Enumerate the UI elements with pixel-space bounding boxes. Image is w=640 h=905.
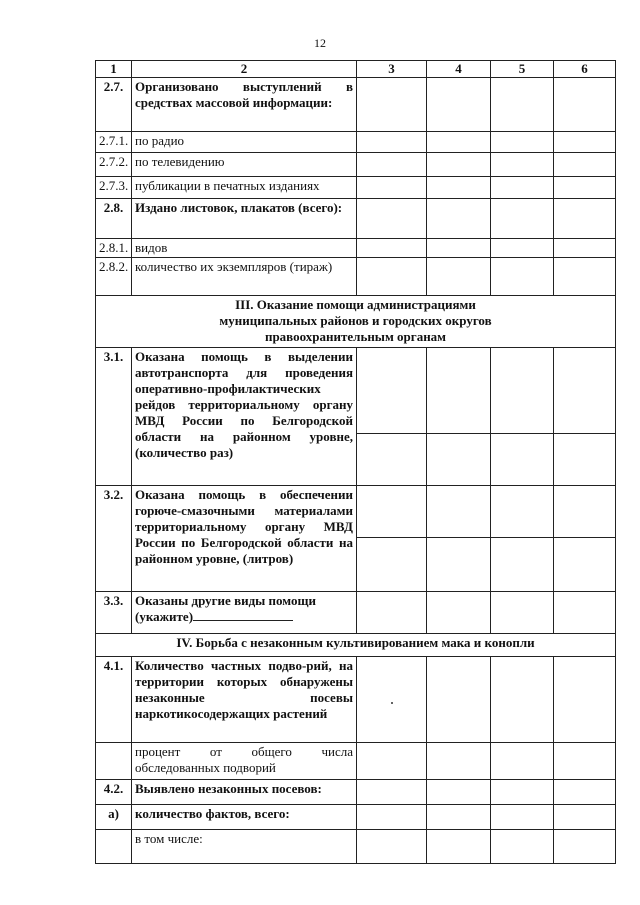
row-label: публикации в печатных изданиях (132, 177, 357, 199)
value-cell[interactable] (427, 153, 491, 177)
value-cell[interactable] (554, 78, 616, 132)
row-label-text: Оказаны другие виды помощи (укажите) (135, 593, 316, 624)
row-number: 3.2. (96, 486, 132, 592)
value-cell[interactable] (357, 199, 427, 239)
value-cell[interactable] (357, 743, 427, 780)
row-label: Издано листовок, плакатов (всего): (132, 199, 357, 239)
value-cell[interactable] (491, 434, 554, 486)
value-cell[interactable] (357, 592, 427, 634)
table-row (96, 805, 616, 830)
row-number: 4.1. (96, 657, 132, 743)
value-cell[interactable] (554, 743, 616, 780)
dot-mark (391, 702, 393, 704)
value-cell[interactable] (491, 657, 554, 743)
value-cell[interactable] (357, 177, 427, 199)
value-cell[interactable] (427, 258, 491, 296)
value-cell[interactable] (491, 805, 554, 830)
row-label: по радио (132, 132, 357, 153)
table-row (96, 780, 616, 805)
row-number: 2.7.3. (96, 177, 132, 199)
col-header-5: 5 (491, 61, 554, 78)
table-row (96, 657, 616, 743)
section-title (96, 634, 616, 657)
section-header-row (96, 634, 616, 657)
value-cell[interactable] (491, 199, 554, 239)
value-cell[interactable] (357, 153, 427, 177)
row-label: в том числе: (132, 830, 357, 864)
section-title (96, 296, 616, 348)
value-cell[interactable] (491, 348, 554, 434)
value-cell[interactable] (491, 258, 554, 296)
table-row (96, 486, 616, 538)
row-number: 2.8.1. (96, 239, 132, 258)
value-cell[interactable] (554, 132, 616, 153)
value-cell[interactable] (554, 153, 616, 177)
row-label: по телевидению (132, 153, 357, 177)
row-label: Оказана помощь в выделении автотранспорта для проведения оперативно-профилактических рейдов территориальному органу МВД России по Белгородской области на районном уровне, (количество раз) (132, 348, 357, 486)
value-cell[interactable] (491, 830, 554, 864)
row-number: 4.2. (96, 780, 132, 805)
row-label: количество фактов, всего: (132, 805, 357, 830)
value-cell[interactable] (554, 348, 616, 434)
col-header-3: 3 (357, 61, 427, 78)
value-cell[interactable] (357, 348, 427, 434)
value-cell[interactable] (491, 538, 554, 592)
row-number: 2.8.2. (96, 258, 132, 296)
value-cell[interactable] (427, 434, 491, 486)
value-cell[interactable] (554, 239, 616, 258)
row-number: а) (96, 805, 132, 830)
table-row (96, 743, 616, 780)
value-cell[interactable] (427, 805, 491, 830)
row-number: 3.1. (96, 348, 132, 486)
value-cell[interactable] (427, 657, 491, 743)
value-cell[interactable] (427, 177, 491, 199)
section-title-line: III. Оказание помощи администрациями (235, 297, 476, 312)
value-cell[interactable] (357, 434, 427, 486)
value-cell[interactable] (427, 199, 491, 239)
value-cell[interactable] (357, 78, 427, 132)
value-cell[interactable] (357, 239, 427, 258)
value-cell[interactable] (427, 592, 491, 634)
col-header-6: 6 (554, 61, 616, 78)
value-cell[interactable] (491, 78, 554, 132)
value-cell[interactable] (357, 486, 427, 538)
value-cell[interactable] (357, 132, 427, 153)
value-cell[interactable] (491, 486, 554, 538)
table-row (96, 153, 616, 177)
table-row (96, 78, 616, 132)
value-cell[interactable] (491, 239, 554, 258)
value-cell[interactable] (357, 657, 427, 743)
value-cell[interactable] (357, 780, 427, 805)
value-cell[interactable] (491, 153, 554, 177)
row-label: видов (132, 239, 357, 258)
value-cell[interactable] (491, 743, 554, 780)
row-number (96, 830, 132, 864)
row-label: Количество частных подво-рий, на территории которых обнаружены незаконные посевы наркотикосодержащих растений (132, 657, 357, 743)
value-cell[interactable] (554, 199, 616, 239)
col-header-1: 1 (96, 61, 132, 78)
value-cell[interactable] (427, 348, 491, 434)
row-number: 2.7.1. (96, 132, 132, 153)
header-row (96, 61, 616, 78)
value-cell[interactable] (491, 780, 554, 805)
value-cell[interactable] (554, 434, 616, 486)
value-cell[interactable] (427, 830, 491, 864)
value-cell[interactable] (554, 177, 616, 199)
value-cell[interactable] (554, 538, 616, 592)
table-row (96, 830, 616, 864)
value-cell[interactable] (554, 486, 616, 538)
row-number: 2.7.2. (96, 153, 132, 177)
value-cell[interactable] (554, 830, 616, 864)
value-cell[interactable] (427, 78, 491, 132)
value-cell[interactable] (554, 657, 616, 743)
col-header-4: 4 (427, 61, 491, 78)
section-title-line: IV. Борьба с незаконным культивированием мака и конопли (176, 635, 535, 650)
section-title-line: правоохранительным органам (264, 329, 447, 344)
section-title-line: муниципальных районов и городских округов (219, 313, 492, 328)
row-label: процент от общего числа обследованных подворий (132, 743, 357, 780)
row-number: 3.3. (96, 592, 132, 634)
value-cell[interactable] (554, 258, 616, 296)
value-cell[interactable] (357, 830, 427, 864)
value-cell[interactable] (554, 592, 616, 634)
col-header-2: 2 (132, 61, 357, 78)
table-row (96, 199, 616, 239)
row-label: количество их экземпляров (тираж) (132, 258, 357, 296)
row-label (132, 592, 357, 634)
table-row (96, 592, 616, 634)
table-row (96, 177, 616, 199)
row-label: Оказана помощь в обеспечении горюче-смазочными материалами территориальному органу МВД России по Белгородской области на районном уровне, (литров) (132, 486, 357, 592)
fill-in-line[interactable] (193, 609, 293, 621)
value-cell[interactable] (427, 743, 491, 780)
value-cell[interactable] (554, 780, 616, 805)
table-row (96, 348, 616, 434)
table-row (96, 132, 616, 153)
value-cell[interactable] (491, 592, 554, 634)
value-cell[interactable] (427, 486, 491, 538)
value-cell[interactable] (491, 132, 554, 153)
row-label: Организовано выступлений в средствах массовой информации: (132, 78, 357, 132)
row-label: Выявлено незаконных посевов: (132, 780, 357, 805)
value-cell[interactable] (427, 132, 491, 153)
value-cell[interactable] (427, 239, 491, 258)
row-number: 2.8. (96, 199, 132, 239)
value-cell[interactable] (427, 538, 491, 592)
value-cell[interactable] (357, 258, 427, 296)
page-number: 12 (314, 36, 326, 50)
value-cell[interactable] (554, 805, 616, 830)
value-cell[interactable] (491, 177, 554, 199)
row-number: 2.7. (96, 78, 132, 132)
table-row (96, 258, 616, 296)
section-header-row (96, 296, 616, 348)
table-row (96, 239, 616, 258)
report-table (95, 60, 616, 864)
value-cell[interactable] (357, 538, 427, 592)
value-cell[interactable] (357, 805, 427, 830)
value-cell[interactable] (427, 780, 491, 805)
row-number (96, 743, 132, 780)
